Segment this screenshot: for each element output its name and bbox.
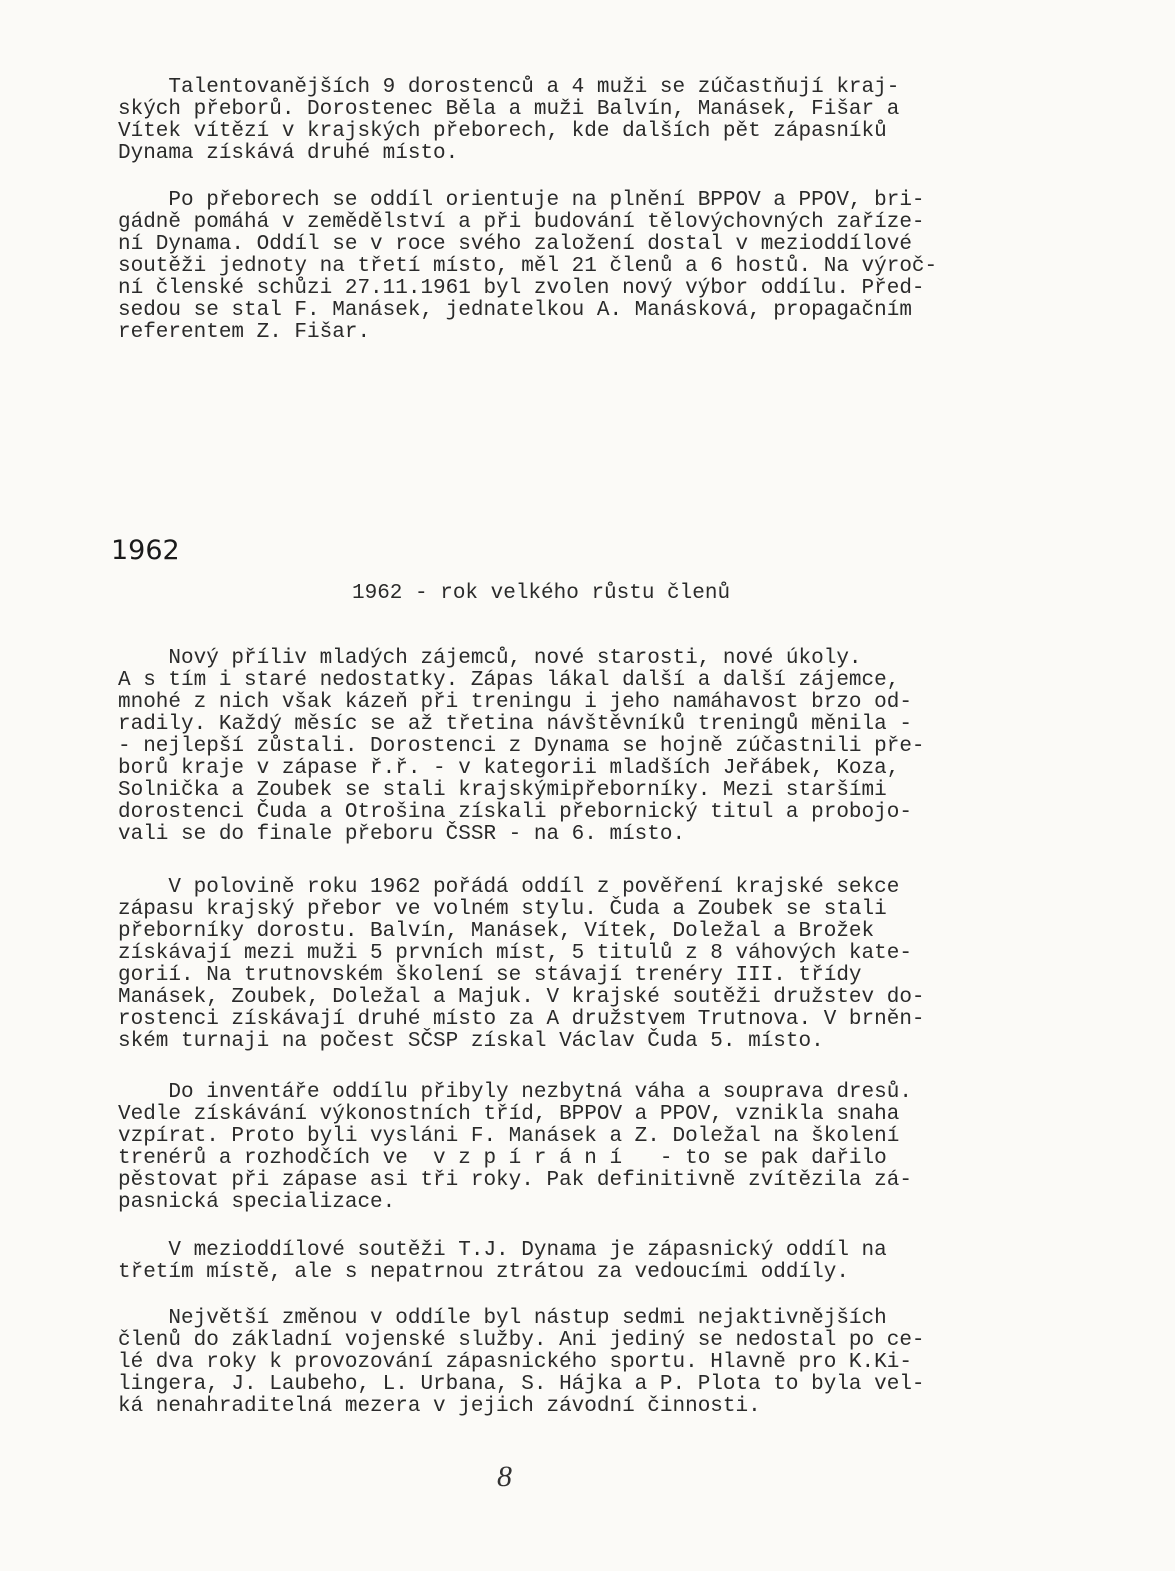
- paragraph-1: [118, 77, 1023, 165]
- text-line: přeborníky dorostu. Balvín, Manásek, Vítek, Doležal a Brožek: [118, 920, 875, 943]
- text-line: Solnička a Zoubek se stali krajskýmipřeborníky. Mezi staršími: [118, 779, 887, 802]
- page-number: 8: [497, 1460, 512, 1493]
- text-line: soutěži jednoty na třetí místo, měl 21 členů a 6 hostů. Na výroč-: [118, 255, 938, 278]
- paragraph-7: [118, 1308, 1023, 1418]
- text-line: dorostenci Čuda a Otrošina získali přebornický titul a probojo-: [118, 801, 912, 824]
- text-line: ní členské schůzi 27.11.1961 byl zvolen nový výbor oddílu. Před-: [118, 277, 925, 300]
- text-line: ní Dynama. Oddíl se v roce svého založení dostal v mezioddílové: [118, 233, 912, 256]
- text-line: vali se do finale přeboru ČSSR - na 6. místo.: [118, 823, 686, 846]
- text-line: Dynama získává druhé místo.: [118, 142, 459, 165]
- text-line: A s tím i staré nedostatky. Zápas lákal další a další zájemce,: [118, 669, 900, 692]
- year-heading: 1962: [111, 535, 180, 566]
- text-line: Nový příliv mladých zájemců, nové starosti, nové úkoly.: [118, 647, 862, 670]
- text-line: - nejlepší zůstali. Dorostenci z Dynama se hojně zúčastnili pře-: [118, 735, 925, 758]
- text-line: gádně pomáhá v zemědělství a při budování tělovýchovných zaříze-: [118, 211, 925, 234]
- paragraph-4: [118, 877, 1023, 1053]
- text-line: mnohé z nich však kázeň při treningu i jeho namáhavost brzo od-: [118, 691, 912, 714]
- text-line: Manásek, Zoubek, Doležal a Majuk. V krajské soutěži družstev do-: [118, 986, 925, 1009]
- text-line: ském turnaji na počest SČSP získal Václav Čuda 5. místo.: [118, 1030, 824, 1053]
- text-line: vzpírat. Proto byli vysláni F. Manásek a Z. Doležal na školení: [118, 1125, 900, 1148]
- text-line: členů do základní vojenské služby. Ani jediný se nedostal po ce-: [118, 1329, 925, 1352]
- text-line: Po přeborech se oddíl orientuje na plnění BPPOV a PPOV, bri-: [118, 189, 925, 212]
- text-line: ká nenahraditelná mezera v jejich závodní činnosti.: [118, 1395, 761, 1418]
- text-line: lingera, J. Laubeho, L. Urbana, S. Hájka a P. Plota to byla vel-: [118, 1373, 925, 1396]
- text-line: gorií. Na trutnovském školení se stávají trenéry III. třídy: [118, 964, 862, 987]
- text-line: V mezioddílové soutěži T.J. Dynama je zápasnický oddíl na: [118, 1239, 887, 1262]
- text-line: trenérů a rozhodčích ve v z p í r á n í - to se pak dařilo: [118, 1147, 887, 1170]
- paragraph-5: [118, 1082, 1023, 1214]
- text-line: Vítek vítězí v krajských přeborech, kde dalších pět zápasníků: [118, 120, 887, 143]
- text-line: Největší změnou v oddíle byl nástup sedmi nejaktivnějších: [118, 1307, 887, 1330]
- text-line: Talentovanějších 9 dorostenců a 4 muži se zúčastňují kraj-: [118, 76, 900, 99]
- text-line: radily. Každý měsíc se až třetina návštěvníků treningů měnila -: [118, 713, 912, 736]
- text-line: Vedle získávání výkonostních tříd, BPPOV a PPOV, vznikla snaha: [118, 1103, 900, 1126]
- chapter-title: 1962 - rok velkého růstu členů: [352, 582, 731, 605]
- text-line: V polovině roku 1962 pořádá oddíl z pověření krajské sekce: [118, 876, 900, 899]
- text-line: rostenci získávají druhé místo za A družstvem Trutnova. V brněn-: [118, 1008, 925, 1031]
- text-line: referentem Z. Fišar.: [118, 321, 371, 344]
- text-line: zápasu krajský přebor ve volném stylu. Čuda a Zoubek se stali: [118, 898, 887, 921]
- text-line: ských přeborů. Dorostenec Běla a muži Balvín, Manásek, Fišar a: [118, 98, 900, 121]
- text-line: třetím místě, ale s nepatrnou ztrátou za vedoucími oddíly.: [118, 1261, 849, 1284]
- text-line: pasnická specializace.: [118, 1191, 396, 1214]
- paragraph-3: [118, 648, 1023, 846]
- text-line: lé dva roky k provozování zápasnického sportu. Hlavně pro K.Ki-: [118, 1351, 912, 1374]
- text-line: získávají mezi muži 5 prvních míst, 5 titulů z 8 váhových kate-: [118, 942, 912, 965]
- text-line: pěstovat při zápase asi tři roky. Pak definitivně zvítězila zá-: [118, 1169, 912, 1192]
- paragraph-6: [118, 1240, 1023, 1284]
- text-line: sedou se stal F. Manásek, jednatelkou A. Manásková, propagačním: [118, 299, 912, 322]
- text-line: Do inventáře oddílu přibyly nezbytná váha a souprava dresů.: [118, 1081, 912, 1104]
- text-line: borů kraje v zápase ř.ř. - v kategorii mladších Jeřábek, Koza,: [118, 757, 900, 780]
- paragraph-2: [118, 190, 1023, 344]
